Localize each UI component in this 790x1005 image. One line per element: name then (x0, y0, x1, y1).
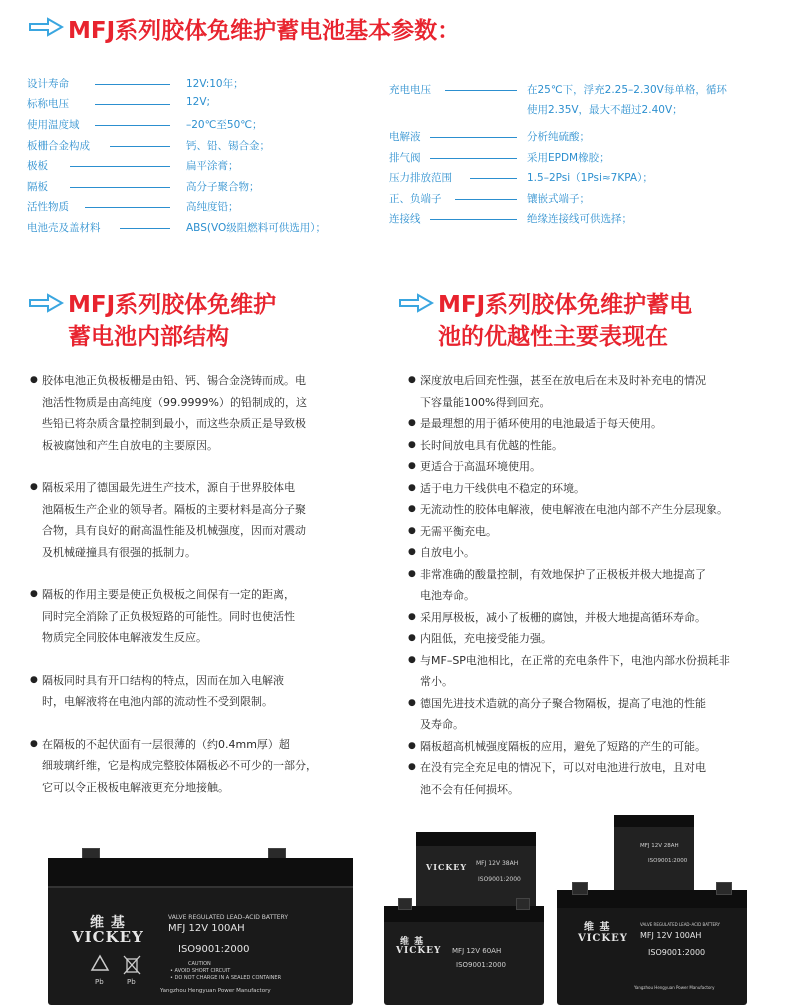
arrow-icon (28, 17, 64, 37)
spec-value: 12V:10年； (186, 78, 244, 90)
brand-cn: 维 基 (90, 915, 126, 931)
structure-paragraph: ● 在隔板的不起伏面有一层很薄的（约0.4mm厚）超 细玻璃纤维，它是构成完整胶体隔板必不可少的一部分， 它可以令正极板电解液更充分地接触。 (30, 734, 360, 799)
model-label: MFJ 12V 100AH (168, 923, 245, 934)
list-item: ● 隔板超高机械强度隔板的应用，避免了短路的产生的可能。 (408, 736, 783, 758)
caution-line: • AVOID SHORT CIRCUIT (170, 968, 231, 974)
spec-value: 镶嵌式端子； (527, 193, 590, 205)
structure-paragraph: ● 隔板同时具有开口结构的特点，因而在加入电解液 时，电解液将在电池内部的流动性不受到限制。 (30, 670, 360, 713)
advantages-title-line1: MFJ系列胶体免维护蓄电 (438, 292, 693, 318)
iso-label: ISO9001:2000 (178, 944, 250, 955)
model-label: MFJ 12V 60AH (452, 947, 502, 955)
iso-label: ISO9001:2000 (478, 876, 521, 883)
advantages-title-line2: 池的优越性主要表现在 (438, 324, 668, 350)
spec-label: 极板 (27, 160, 48, 172)
structure-title-line2: 蓄电池内部结构 (68, 324, 229, 350)
brand-en: VICKEY (426, 862, 468, 872)
no-trash-icon (122, 954, 142, 976)
spec-value: 12V; (186, 96, 211, 108)
arrow-icon (28, 293, 64, 313)
list-item: ● 自放电小。 (408, 542, 783, 564)
structure-title-line1: MFJ系列胶体免维护 (68, 292, 277, 318)
iso-label: ISO9001:2000 (648, 858, 688, 864)
list-item: ● 与MF–SP电池相比，在正常的充电条件下，电池内部水份损耗非 常小。 (408, 650, 783, 693)
brand-cn: 维 基 (584, 922, 611, 933)
arrow-icon (398, 293, 434, 313)
spec-label: 排气阀 (389, 152, 421, 164)
brand-en: VICKEY (578, 933, 628, 944)
list-item: ● 在没有完全充足电的情况下，可以对电池进行放电，且对电 池不会有任何损坏。 (408, 757, 783, 800)
list-item: ● 无流动性的胶体电解液，使电解液在电池内部不产生分层现象。 (408, 499, 783, 521)
spec-value: 采用EPDM橡胶； (527, 152, 610, 164)
list-item: ● 适于电力干线供电不稳定的环境。 (408, 478, 783, 500)
recycle-icon (88, 954, 112, 976)
valve-text: VALVE REGULATED LEAD–ACID BATTERY (168, 914, 288, 921)
valve-text: VALVE REGULATED LEAD–ACID BATTERY (640, 922, 720, 927)
spec-value: 高纯度铅； (186, 201, 239, 213)
structure-paragraph: ● 胶体电池正负极板栅是由铅、钙、锡合金浇铸而成。电 池活性物质是由高纯度（99.9999%）的铅制成的，这 些铅已将杂质含量控制到最小，而这些杂质正是导致极 板被腐蚀和产生自放电的主要原因。 (30, 370, 360, 456)
list-item: ● 长时间放电具有优越的性能。 (408, 435, 783, 457)
spec-value: 分析纯硫酸； (527, 131, 590, 143)
structure-paragraphs (30, 370, 360, 819)
maker-label: Yangzhou Hengyuan Power Manufactory (634, 985, 715, 990)
list-item: ● 更适合于高温环境使用。 (408, 456, 783, 478)
spec-value: ABS(VO级阻燃料可供选用）； (186, 222, 326, 234)
structure-paragraph: ● 隔板采用了德国最先进生产技术，源自于世界胶体电 池隔板生产企业的领导者。隔板的主要材料是高分子聚 合物，具有良好的耐高温性能及机械强度，因而对震动 及机械碰撞具有很强的抵制力。 (30, 477, 360, 563)
list-item: ● 无需平衡充电。 (408, 521, 783, 543)
caution-label: CAUTION (188, 961, 211, 967)
spec-value: 高分子聚合物； (186, 181, 260, 193)
brand-cn: 维 基 (400, 937, 425, 947)
advantages-list (408, 370, 783, 800)
list-item: ● 德国先进技术造就的高分子聚合物隔板，提高了电池的性能 及寿命。 (408, 693, 783, 736)
structure-paragraph: ● 隔板的作用主要是使正负极板之间保有一定的距离， 同时完全消除了正负极短路的可能性。同时也使活性 物质完全同胶体电解液发生反应。 (30, 584, 360, 649)
spec-label: 充电电压 (389, 84, 431, 96)
spec-label: 电池壳及盖材料 (27, 222, 101, 234)
maker-label: Yangzhou Hengyuan Power Manufactory (160, 988, 271, 994)
spec-label: 电解液 (389, 131, 421, 143)
spec-label: 正、负端子 (389, 193, 442, 205)
spec-value: 扁平涂膏； (186, 160, 239, 172)
brand-en: VICKEY (72, 928, 144, 946)
model-label: MFJ 12V 38AH (476, 860, 519, 867)
iso-label: ISO9001:2000 (648, 948, 706, 957)
spec-value: 在25℃下，浮充2.25–2.30V每单格，循环 (527, 84, 727, 96)
model-label: MFJ 12V 28AH (640, 843, 679, 849)
spec-label: 设计寿命 (27, 78, 69, 90)
spec-value: 使用2.35V，最大不超过2.40V； (527, 104, 683, 116)
spec-label: 使用温度域 (27, 119, 80, 131)
list-item: ● 是最理想的用于循环使用的电池最适于每天使用。 (408, 413, 783, 435)
list-item: ● 非常准确的酸量控制，有效地保护了正极板并极大地提高了 电池寿命。 (408, 564, 783, 607)
pb-label: Pb (95, 978, 104, 986)
spec-label: 活性物质 (27, 201, 69, 213)
spec-label: 压力排放范围 (389, 172, 452, 184)
list-item: ● 内阻低，充电接受能力强。 (408, 628, 783, 650)
spec-label: 标称电压 (27, 98, 69, 110)
brand-en: VICKEY (396, 946, 442, 956)
model-label: MFJ 12V 100AH (640, 931, 702, 940)
spec-value: 1.5–2Psi（1Psi≈7KPA）； (527, 172, 653, 184)
spec-section-title: MFJ系列胶体免维护蓄电池基本参数： (68, 18, 461, 44)
spec-value: 钙、铅、锡合金； (186, 140, 270, 152)
spec-value: 绝缘连接线可供选择； (527, 213, 632, 225)
iso-label: ISO9001:2000 (456, 961, 507, 969)
pb-label: Pb (127, 978, 136, 986)
spec-value: –20℃至50℃； (186, 119, 263, 131)
spec-label: 板栅合金构成 (27, 140, 90, 152)
list-item: ● 深度放电后回充性强，甚至在放电后在未及时补充电的情况 下容量能100%得到回充。 (408, 370, 783, 413)
spec-label: 连接线 (389, 213, 421, 225)
list-item: ● 采用厚极板，减小了板栅的腐蚀，并极大地提高循环寿命。 (408, 607, 783, 629)
spec-label: 隔板 (27, 181, 48, 193)
caution-line: • DO NOT CHARGE IN A SEALED CONTAINER (170, 975, 282, 981)
